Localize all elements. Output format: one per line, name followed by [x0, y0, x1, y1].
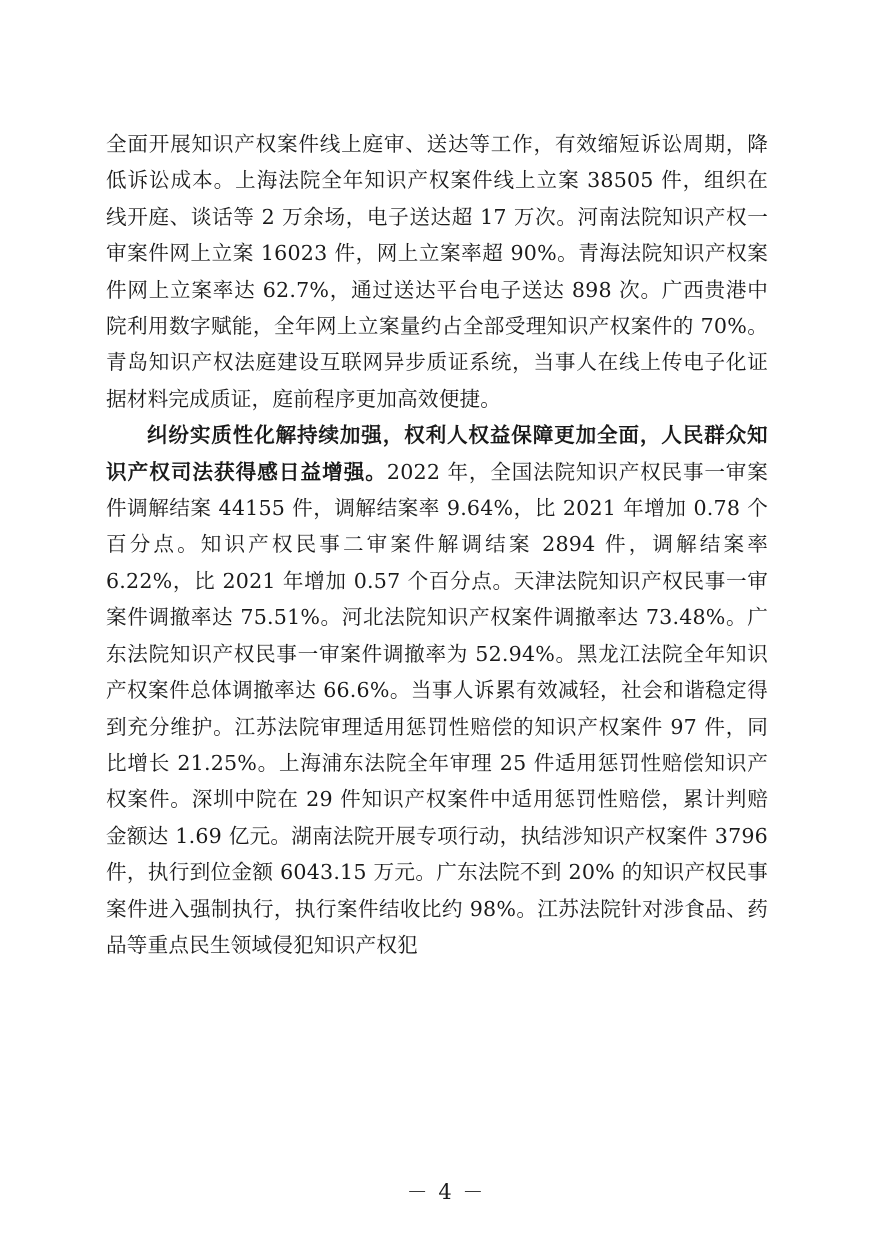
paragraph-lead-sentence: 纠纷实质性化解持续加强，权利人权益保障更加全面，人民群众知识产权司法获得感日益增强。: [106, 423, 768, 484]
paragraph-body: 2022 年，全国法院知识产权民事一审案件调解结案 44155 件，调解结案率 9.64%，比 2021 年增加 0.78 个百分点。知识产权民事二审案件解调结案 2894 件，调解结案率 6.22%，比 2021 年增加 0.57 个百分点。天津法院知识产权民事一审案件调撤率达 75.51%。河北法院知识产权案件调撤率达 73.48%。广东法院知识产权民事一审案件调撤率为 52.94%。黑龙江法院全年知识产权案件总体调撤率达 66.6%。当事人诉累有效减轻，社会和谐稳定得到充分维护。江苏法院审理适用惩罚性赔偿的知识产权案件 97 件，同比增长 21.25%。上海浦东法院全年审理 25 件适用惩罚性赔偿知识产权案件。深圳中院在 29 件知识产权案件中适用惩罚性赔偿，累计判赔金额达 1.69 亿元。湖南法院开展专项行动，执结涉知识产权案件 3796 件，执行到位金额 6043.15 万元。广东法院不到 20% 的知识产权民事案件进入强制执行，执行案件结收比约 98%。江苏法院针对涉食品、药品等重点民生领域侵犯知识产权犯: [106, 459, 768, 957]
paragraph-online-litigation: 全面开展知识产权案件线上庭审、送达等工作，有效缩短诉讼周期，降低诉讼成本。上海法院全年知识产权案件线上立案 38505 件，组织在线开庭、谈话等 2 万余场，电子送达超 17 万次。河南法院知识产权一审案件网上立案 16023 件，网上立案率超 90%。青海法院知识产权案件网上立案率达 62.7%，通过送达平台电子送达 898 次。广西贵港中院利用数字赋能，全年网上立案量约占全部受理知识产权案件的 70%。青岛知识产权法庭建设互联网异步质证系统，当事人在线上传电子化证据材料完成质证，庭前程序更加高效便捷。: [106, 132, 768, 411]
paragraph-dispute-resolution: [106, 417, 768, 963]
page-number: － 4 －: [406, 1180, 486, 1204]
body-text: [106, 126, 768, 963]
